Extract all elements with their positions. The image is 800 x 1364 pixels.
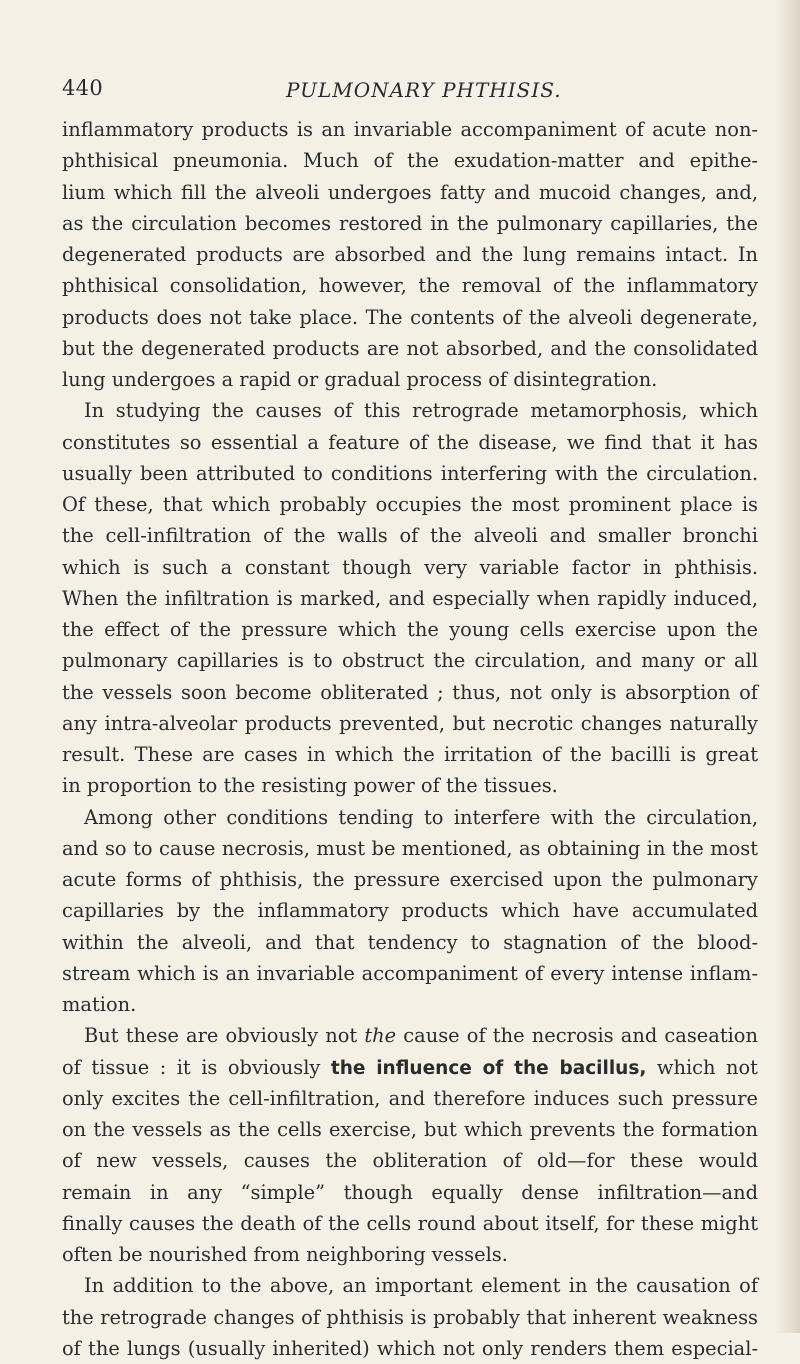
text-line: products does not take place. The contents of the alveoli degenerate, <box>62 305 758 329</box>
text-run: But these are obviously not <box>84 1024 358 1048</box>
body-text <box>62 114 758 1364</box>
text-line: which is such a constant though very variable factor in phthisis. <box>62 555 758 579</box>
text-line: In studying the causes of this retrograde metamorphosis, which <box>84 399 758 423</box>
text-line: mation. <box>62 993 137 1016</box>
page-edge-shadow <box>774 0 800 1333</box>
text-line: inflammatory products is an invariable accompaniment of acute non- <box>62 118 758 141</box>
text-line: Of these, that which probably occupies the most prominent place is <box>62 493 758 516</box>
text-line: any intra-alveolar products prevented, but necrotic changes naturally <box>62 711 758 735</box>
text-run: of tissue : it is obviously <box>62 1055 321 1079</box>
text-line: result. These are cases in which the irritation of the bacilli is great <box>62 743 758 766</box>
text-line: lung undergoes a rapid or gradual process of disintegration. <box>62 368 658 391</box>
text-line <box>62 1052 758 1083</box>
text-line: degenerated products are absorbed and the lung remains intact. In <box>62 243 758 266</box>
text-line: phthisical consolidation, however, the removal of the inflammatory <box>62 274 758 298</box>
text-line: often be nourished from neighboring vessels. <box>62 1243 508 1266</box>
text-run: cause of the necrosis and caseation <box>403 1024 758 1048</box>
text-line: pulmonary capillaries is to obstruct the circulation, and many or all <box>62 649 758 673</box>
text-line: acute forms of phthisis, the pressure exercised upon the pulmonary <box>62 868 758 891</box>
text-line: on the vessels as the cells exercise, but which prevents the formation <box>62 1118 758 1141</box>
text-line: within the alveoli, and that tendency to stagnation of the blood- <box>62 930 758 954</box>
text-line: the effect of the pressure which the young cells exercise upon the <box>62 618 758 641</box>
text-line: as the circulation becomes restored in the pulmonary capillaries, the <box>62 211 758 235</box>
text-line: When the infiltration is marked, and especially when rapidly induced, <box>62 586 758 610</box>
text-line: but the degenerated products are not absorbed, and the consolidated <box>62 336 758 360</box>
text-line: and so to cause necrosis, must be mentioned, as obtaining in the most <box>62 836 758 860</box>
text-line: remain in any “simple” though equally dense infiltration—and <box>62 1180 758 1204</box>
text-line: the cell-infiltration of the walls of the alveoli and smaller bronchi <box>62 524 758 548</box>
text-line <box>62 1020 758 1051</box>
text-line: the retrograde changes of phthisis is probably that inherent weakness <box>62 1305 758 1329</box>
text-line: finally causes the death of the cells round about itself, for these might <box>62 1211 758 1235</box>
text-line: the vessels soon become obliterated ; thus, not only is absorption of <box>62 680 758 704</box>
bold-text: the influence of the bacillus, <box>330 1057 647 1079</box>
emphasis-text: the <box>364 1024 397 1048</box>
page-number: 440 <box>62 76 103 100</box>
running-title: PULMONARY PHTHISIS. <box>286 78 562 102</box>
text-line: phthisical pneumonia. Much of the exudation-matter and epithe- <box>62 149 758 173</box>
text-line: of new vessels, causes the obliteration of old—for these would <box>62 1149 758 1173</box>
page-header <box>62 76 754 110</box>
text-line: capillaries by the inflammatory products which have accumulated <box>62 899 758 923</box>
text-line: usually been attributed to conditions interfering with the circulation. <box>62 461 758 485</box>
text-line: constitutes so essential a feature of the disease, we find that it has <box>62 430 758 454</box>
text-line: only excites the cell-infiltration, and therefore induces such pressure <box>62 1086 758 1110</box>
text-run: which not <box>656 1055 758 1079</box>
text-line: in proportion to the resisting power of the tissues. <box>62 774 558 798</box>
text-line: Among other conditions tending to interfere with the circulation, <box>84 805 758 829</box>
text-line: of the lungs (usually inherited) which not only renders them especial- <box>62 1336 758 1360</box>
text-line: stream which is an invariable accompaniment of every intense inflam- <box>62 961 758 985</box>
text-line: lium which fill the alveoli undergoes fatty and mucoid changes, and, <box>62 180 758 204</box>
text-line: In addition to the above, an important element in the causation of <box>84 1274 758 1298</box>
